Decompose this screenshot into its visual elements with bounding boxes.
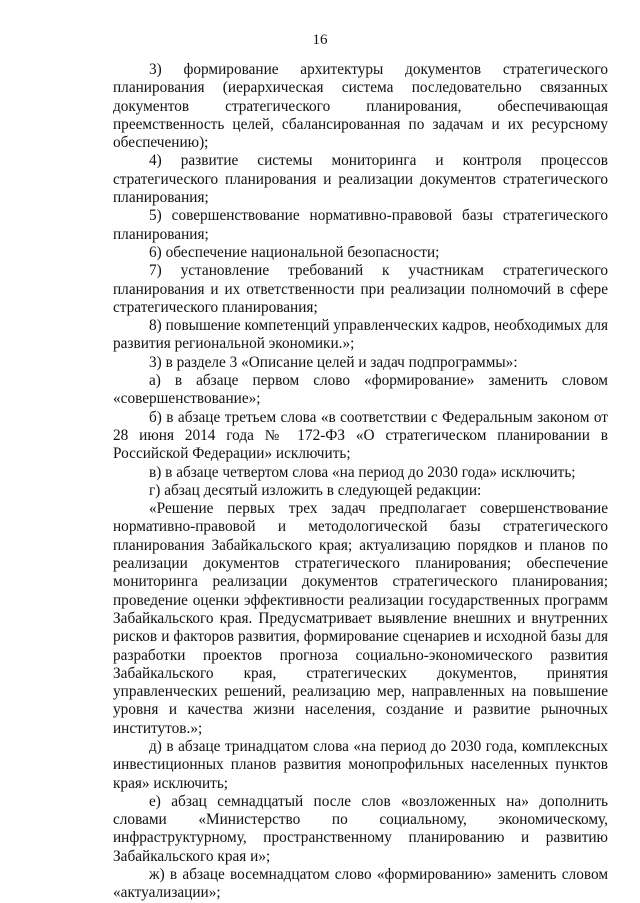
- paragraph: 8) повышение компетенций управленческих кадров, необходимых для развития региональной экономики.»;: [113, 317, 608, 353]
- paragraph: 3) формирование архитектуры документов стратегического планирования (иерархическая система последовательно связанных документов стратегического планирования, обеспечивающая преемственность целей, сбалансированная по задачам и их ресурсному обеспечению);: [113, 61, 608, 152]
- document-body: [113, 61, 608, 903]
- paragraph: а) в абзаце первом слово «формирование» заменить словом «совершенствование»;: [113, 372, 608, 408]
- paragraph: 7) установление требований к участникам стратегического планирования и их ответственности при реализации полномочий в сфере стратегического планирования;: [113, 262, 608, 316]
- paragraph: г) абзац десятый изложить в следующей редакции:: [149, 481, 482, 499]
- paragraph: «Решение первых трех задач предполагает совершенствование нормативно-правовой и методологической базы стратегического планирования Забайкальского края; актуализацию порядков и планов по реализации документов стратегического планирования; обеспечение мониторинга реализации документов стратегического планирования; проведение оценки эффективности реализации государственных программ Забайкальского края. Предусматривает выявление внешних и внутренних рисков и факторов развития, формирование сценариев и исходной базы для разработки проектов прогноза социально-экономического развития Забайкальского края, стратегических документов, принятия управленческих решений, реализацию мер, направленных на повышение уровня и качества жизни населения, создание и развитие рыночных институтов.»;: [113, 500, 608, 737]
- paragraph: е) абзац семнадцатый после слов «возложенных на» дополнить словами «Министерство по социальному, экономическому, инфраструктурному, пространственному планированию и развитию Забайкальского края и»;: [113, 792, 608, 865]
- page-number: 16: [312, 32, 328, 48]
- paragraph: 3) в разделе 3 «Описание целей и задач подпрограммы»:: [149, 353, 518, 371]
- paragraph: 5) совершенствование нормативно-правовой базы стратегического планирования;: [113, 207, 608, 243]
- paragraph: 4) развитие системы мониторинга и контроля процессов стратегического планирования и реализации документов стратегического планирования;: [113, 152, 608, 207]
- paragraph: в) в абзаце четвертом слова «на период до 2030 года» исключить;: [149, 463, 576, 481]
- paragraph: б) в абзаце третьем слова «в соответствии с Федеральным законом от 28 июня 2014 года № 172-ФЗ «О стратегическом планировании в Российской Федерации» исключить;: [113, 408, 608, 463]
- paragraph: 6) обеспечение национальной безопасности;: [149, 243, 440, 261]
- paragraph: ж) в абзаце восемнадцатом слово «формированию» заменить словом «актуализации»;: [113, 866, 608, 902]
- paragraph: д) в абзаце тринадцатом слова «на период до 2030 года, комплексных инвестиционных планов развития монопрофильных населенных пунктов края» исключить;: [113, 737, 608, 792]
